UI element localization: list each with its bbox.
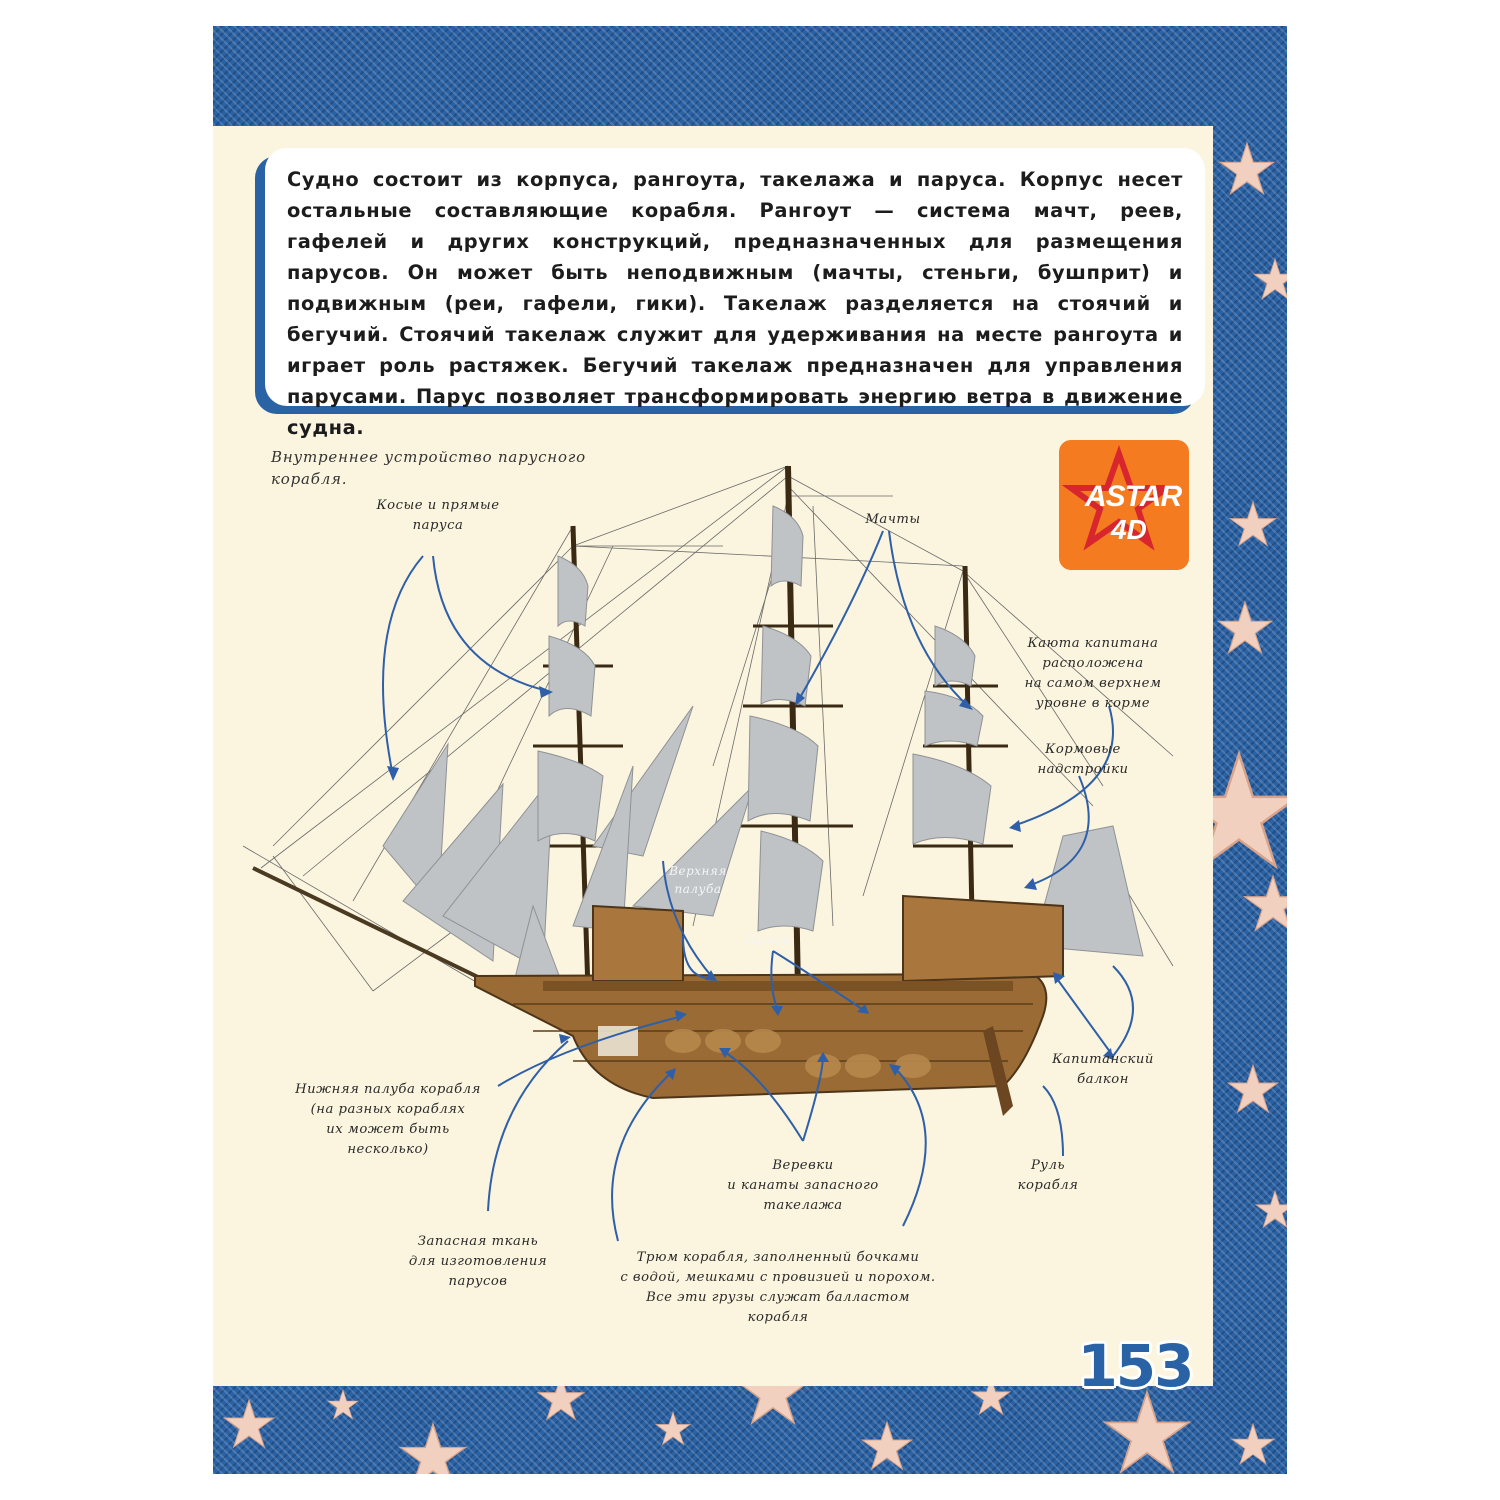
label-lower-deck: Нижняя палуба корабля (на разных кораблях их может быть несколько) bbox=[295, 1082, 481, 1157]
book-page bbox=[213, 26, 1287, 1474]
label-captain-cabin: Каюта капитана расположена на самом верхнем уровне в корме bbox=[1024, 636, 1162, 711]
intro-paragraph: Судно состоит из корпуса, рангоута, такелажа и паруса. Корпус несет остальные составляющие корабля. Рангоут — система мачт, реев, гафелей и других конструкций, предназначенных для размещения парусов. Он может быть неподвижным (мачты, стеньги, бушприт) и подвижным (реи, гафели, гики). Такелаж разделяется на стоячий и бегучий. Стоячий такелаж служит для удерживания на месте рангоута и играет роль растяжек. Бегучий такелаж предназначен для управления парусами. Парус позволяет трансформировать энергию ветра в движение судна. bbox=[287, 168, 1183, 439]
label-masts: Мачты bbox=[865, 512, 921, 527]
logo-text-4d: 4D bbox=[1111, 514, 1147, 545]
label-upper-deck: Верхняя палуба bbox=[669, 864, 727, 896]
figure-caption: Внутреннее устройство парусного корабля. bbox=[271, 448, 586, 488]
logo-text-astar: ASTAR bbox=[1085, 480, 1182, 513]
hull bbox=[475, 896, 1063, 1116]
label-spare-ropes: Веревки и канаты запасного такелажа bbox=[727, 1158, 879, 1213]
astar-4d-logo[interactable] bbox=[1059, 440, 1189, 570]
label-captain-balcony: Капитанский балкон bbox=[1052, 1052, 1154, 1087]
label-stern-structures: Кормовые надстройки bbox=[1037, 742, 1129, 777]
label-rudder: Руль корабля bbox=[1017, 1158, 1079, 1193]
page-number: 153 bbox=[1077, 1332, 1193, 1400]
label-guns: Пушки bbox=[744, 933, 792, 947]
label-spare-cloth: Запасная ткань для изготовления парусов bbox=[408, 1234, 548, 1289]
label-ship-hold: Трюм корабля, заполненный бочками с водой, мешками с провизией и порохом. Все эти грузы служат балластом корабля bbox=[620, 1250, 936, 1325]
label-sails: Косые и прямые паруса bbox=[376, 498, 500, 533]
